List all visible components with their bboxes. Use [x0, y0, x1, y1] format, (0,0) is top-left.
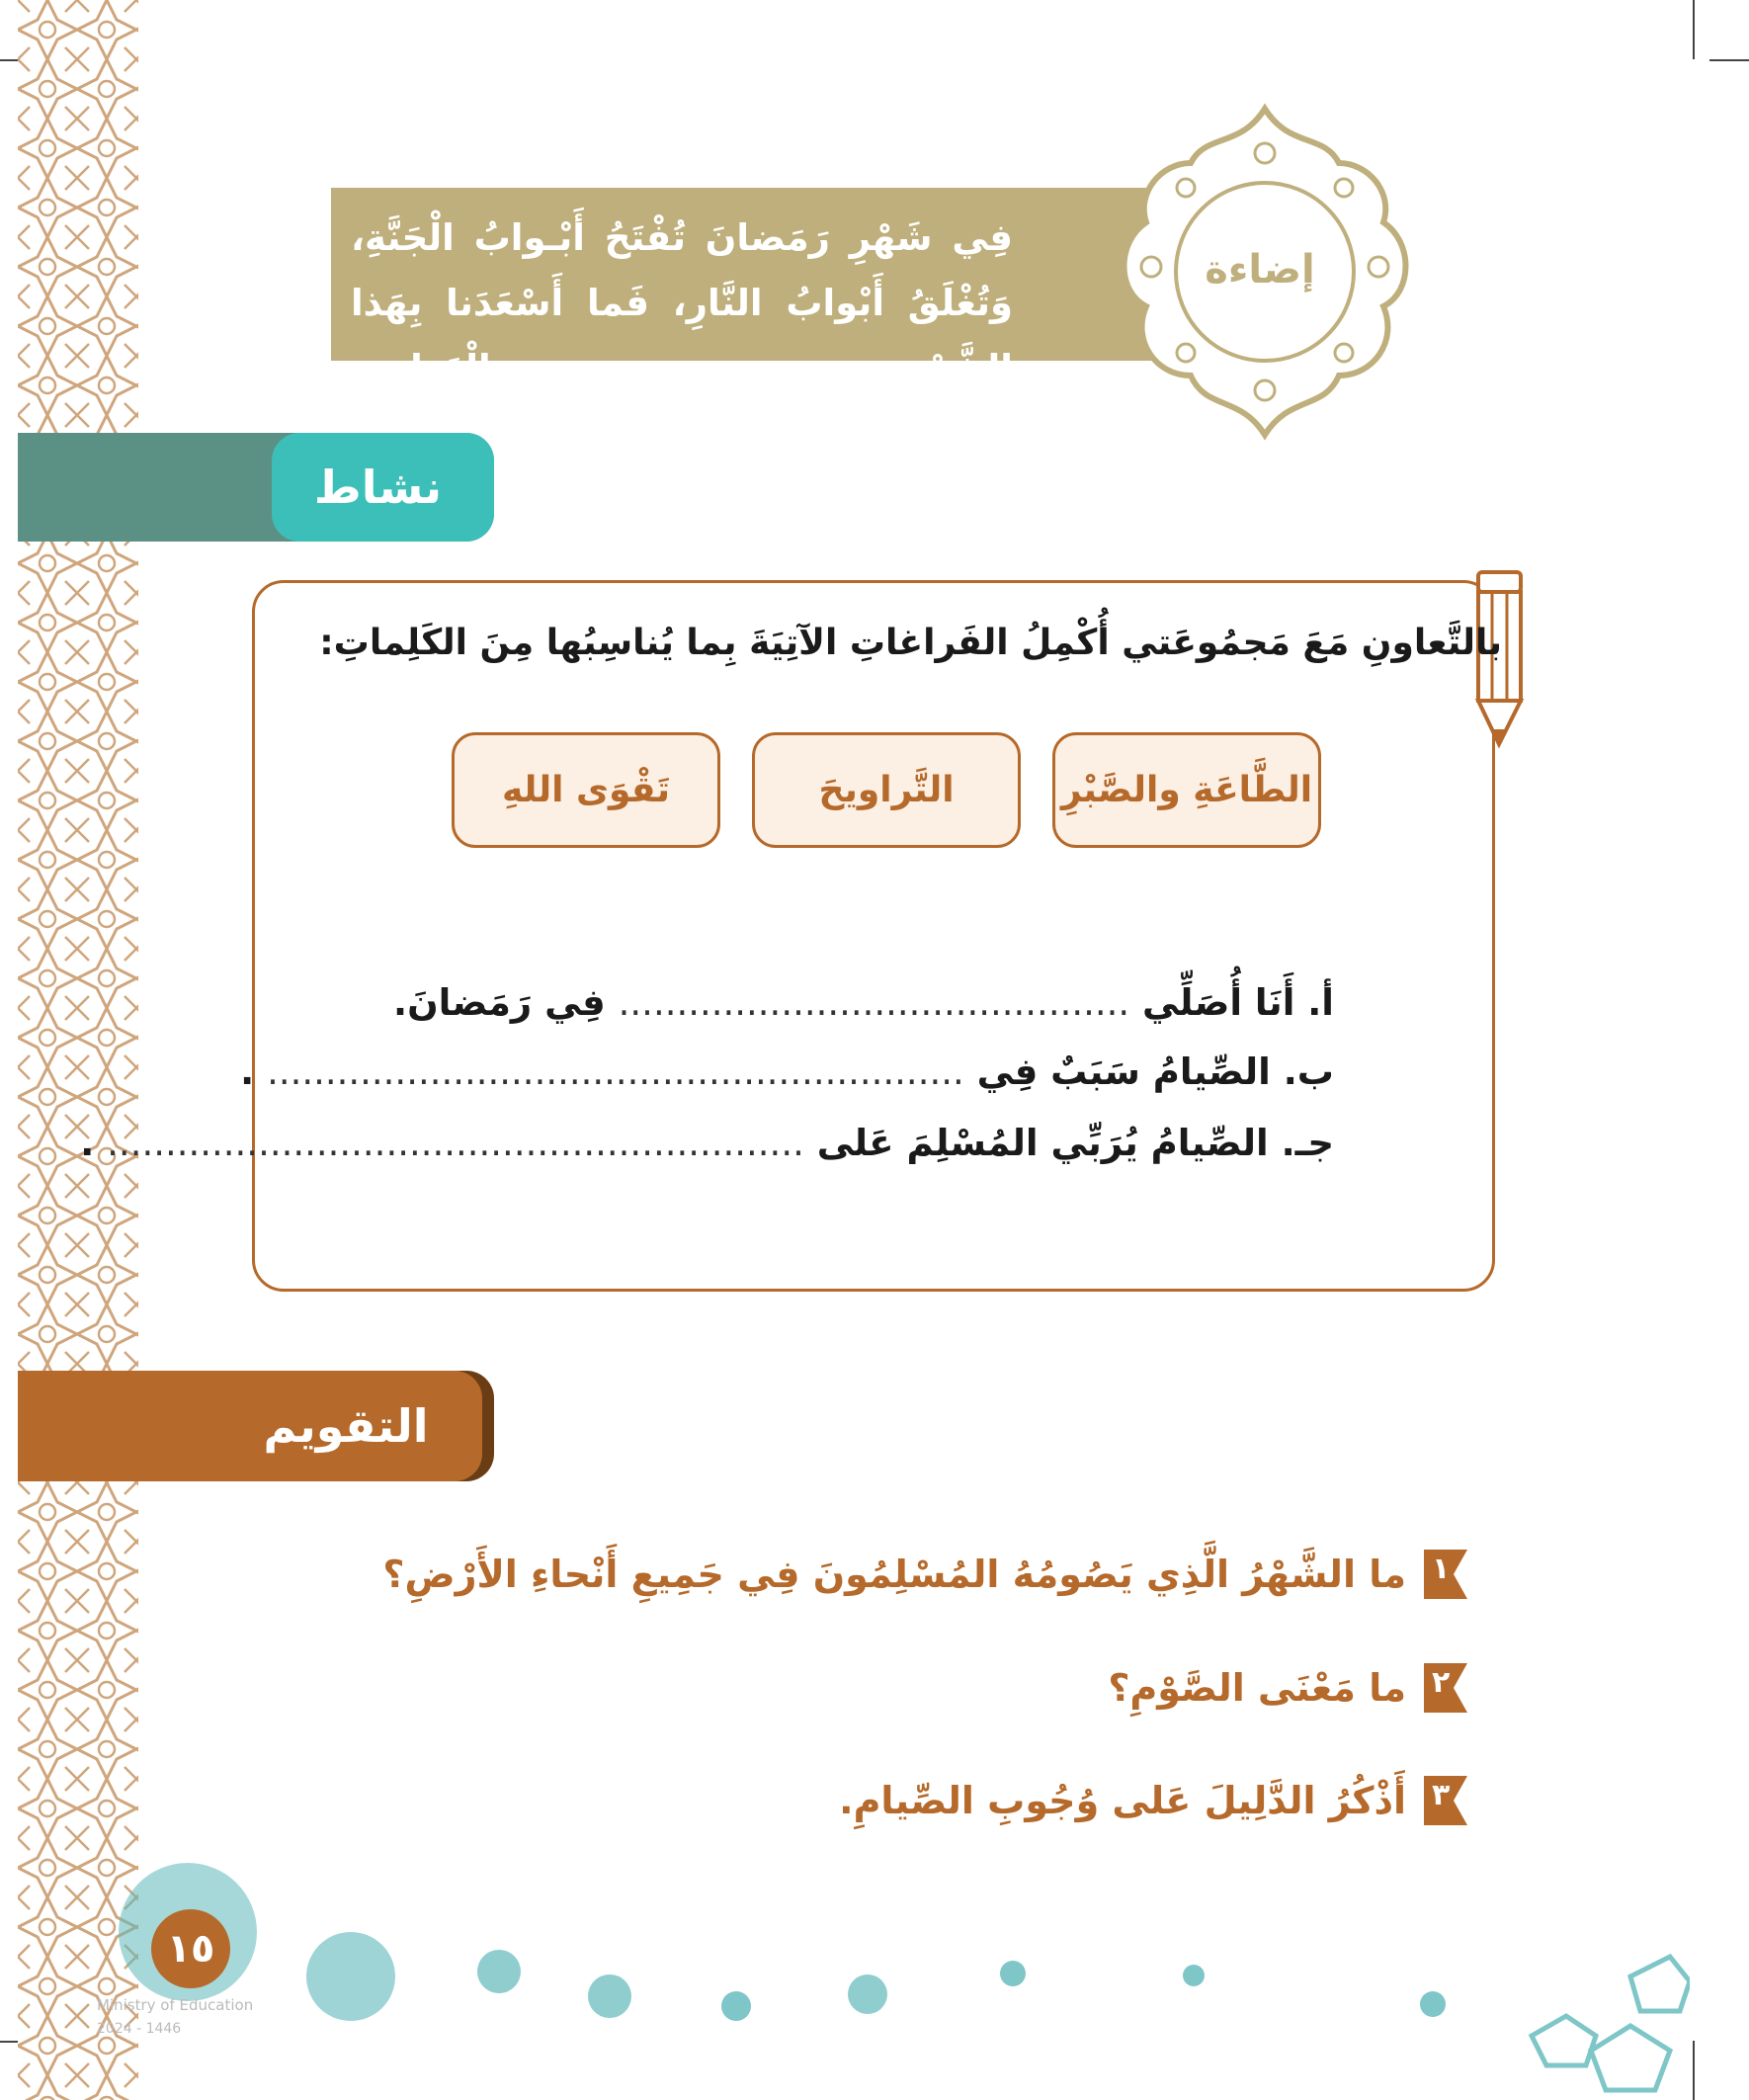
blank-dots[interactable]: ............................................................: [107, 1122, 804, 1164]
word-option: التَّراويحَ: [752, 732, 1021, 848]
sentence-suffix: فِي رَمَضانَ.: [393, 981, 606, 1024]
activity-box: [252, 580, 1495, 1292]
crop-mark: [1709, 59, 1749, 61]
sentence-prefix: أ. أَنَا أُصَلِّي: [1142, 981, 1334, 1024]
flower-dots-decoration: [109, 1838, 1690, 2100]
question-number-badge: [1424, 1550, 1467, 1599]
crop-mark: [1693, 0, 1695, 59]
blank-dots[interactable]: ............................................................: [267, 1050, 964, 1093]
question-text: أَذْكُرُ الدَّلِيلَ عَلى وُجُوبِ الصِّيامِ.: [839, 1779, 1406, 1822]
word-option: الطَّاعَةِ والصَّبْرِ: [1052, 732, 1321, 848]
question-number: ٢: [1432, 1665, 1451, 1700]
sentence-prefix: جـ. الصِّيامُ يُرَبِّي المُسْلِمَ عَلى: [816, 1122, 1334, 1164]
year-label: 2024 - 1446: [97, 2021, 182, 2037]
fill-sentence-b: [240, 1050, 1334, 1093]
question-text: ما مَعْنَى الصَّوْمِ؟: [1108, 1666, 1406, 1710]
idaa-text: فِي شَهْرِ رَمَضانَ تُفْتَحُ أَبْـوابُ الْجَنَّةِ، وَتُغْلَقُ أَبْوابُ النَّارِ، فَما أَسْعَدَنا بِهَذا الشَّهْرِ الْعَظِيمِ.: [351, 216, 1013, 389]
crop-mark: [1693, 2041, 1695, 2100]
fill-sentence-a: [393, 981, 1334, 1024]
question-number: ١: [1432, 1552, 1451, 1586]
idaa-label: إضاءة: [1205, 247, 1315, 293]
sentence-prefix: ب. الصِّيامُ سَبَبٌ فِي: [976, 1050, 1334, 1093]
idaa-banner: [331, 188, 1151, 389]
question-number-badge: [1424, 1776, 1467, 1825]
blank-dots[interactable]: ............................................: [618, 981, 1130, 1024]
word-option: تَقْوَى اللهِ: [452, 732, 720, 848]
question-item: [382, 1550, 1467, 1599]
sentence-suffix: .: [80, 1122, 95, 1164]
question-text: ما الشَّهْرُ الَّذِي يَصُومُهُ المُسْلِمُونَ فِي جَمِيعِ أَنْحاءِ الأَرْضِ؟: [382, 1553, 1406, 1596]
question-number-badge: [1424, 1663, 1467, 1713]
sentence-suffix: .: [240, 1050, 255, 1093]
evaluation-title: التقويم: [263, 1399, 429, 1453]
question-item: [1108, 1663, 1467, 1713]
activity-instruction: بالتَّعاونِ مَعَ مَجمُوعَتي أُكْمِلُ الفَراغاتِ الآتِيَةَ بِما يُناسِبُها مِنَ الكَلِماتِ:: [319, 623, 1502, 663]
ministry-label: Ministry of Education: [97, 1996, 254, 2014]
activity-title: نشاط: [313, 461, 443, 514]
fill-sentence-c: [80, 1122, 1334, 1164]
question-item: [839, 1776, 1467, 1825]
question-number: ٣: [1432, 1778, 1451, 1812]
side-pattern-decoration: [18, 0, 138, 2100]
page-number-badge: ١٥: [151, 1909, 230, 1988]
